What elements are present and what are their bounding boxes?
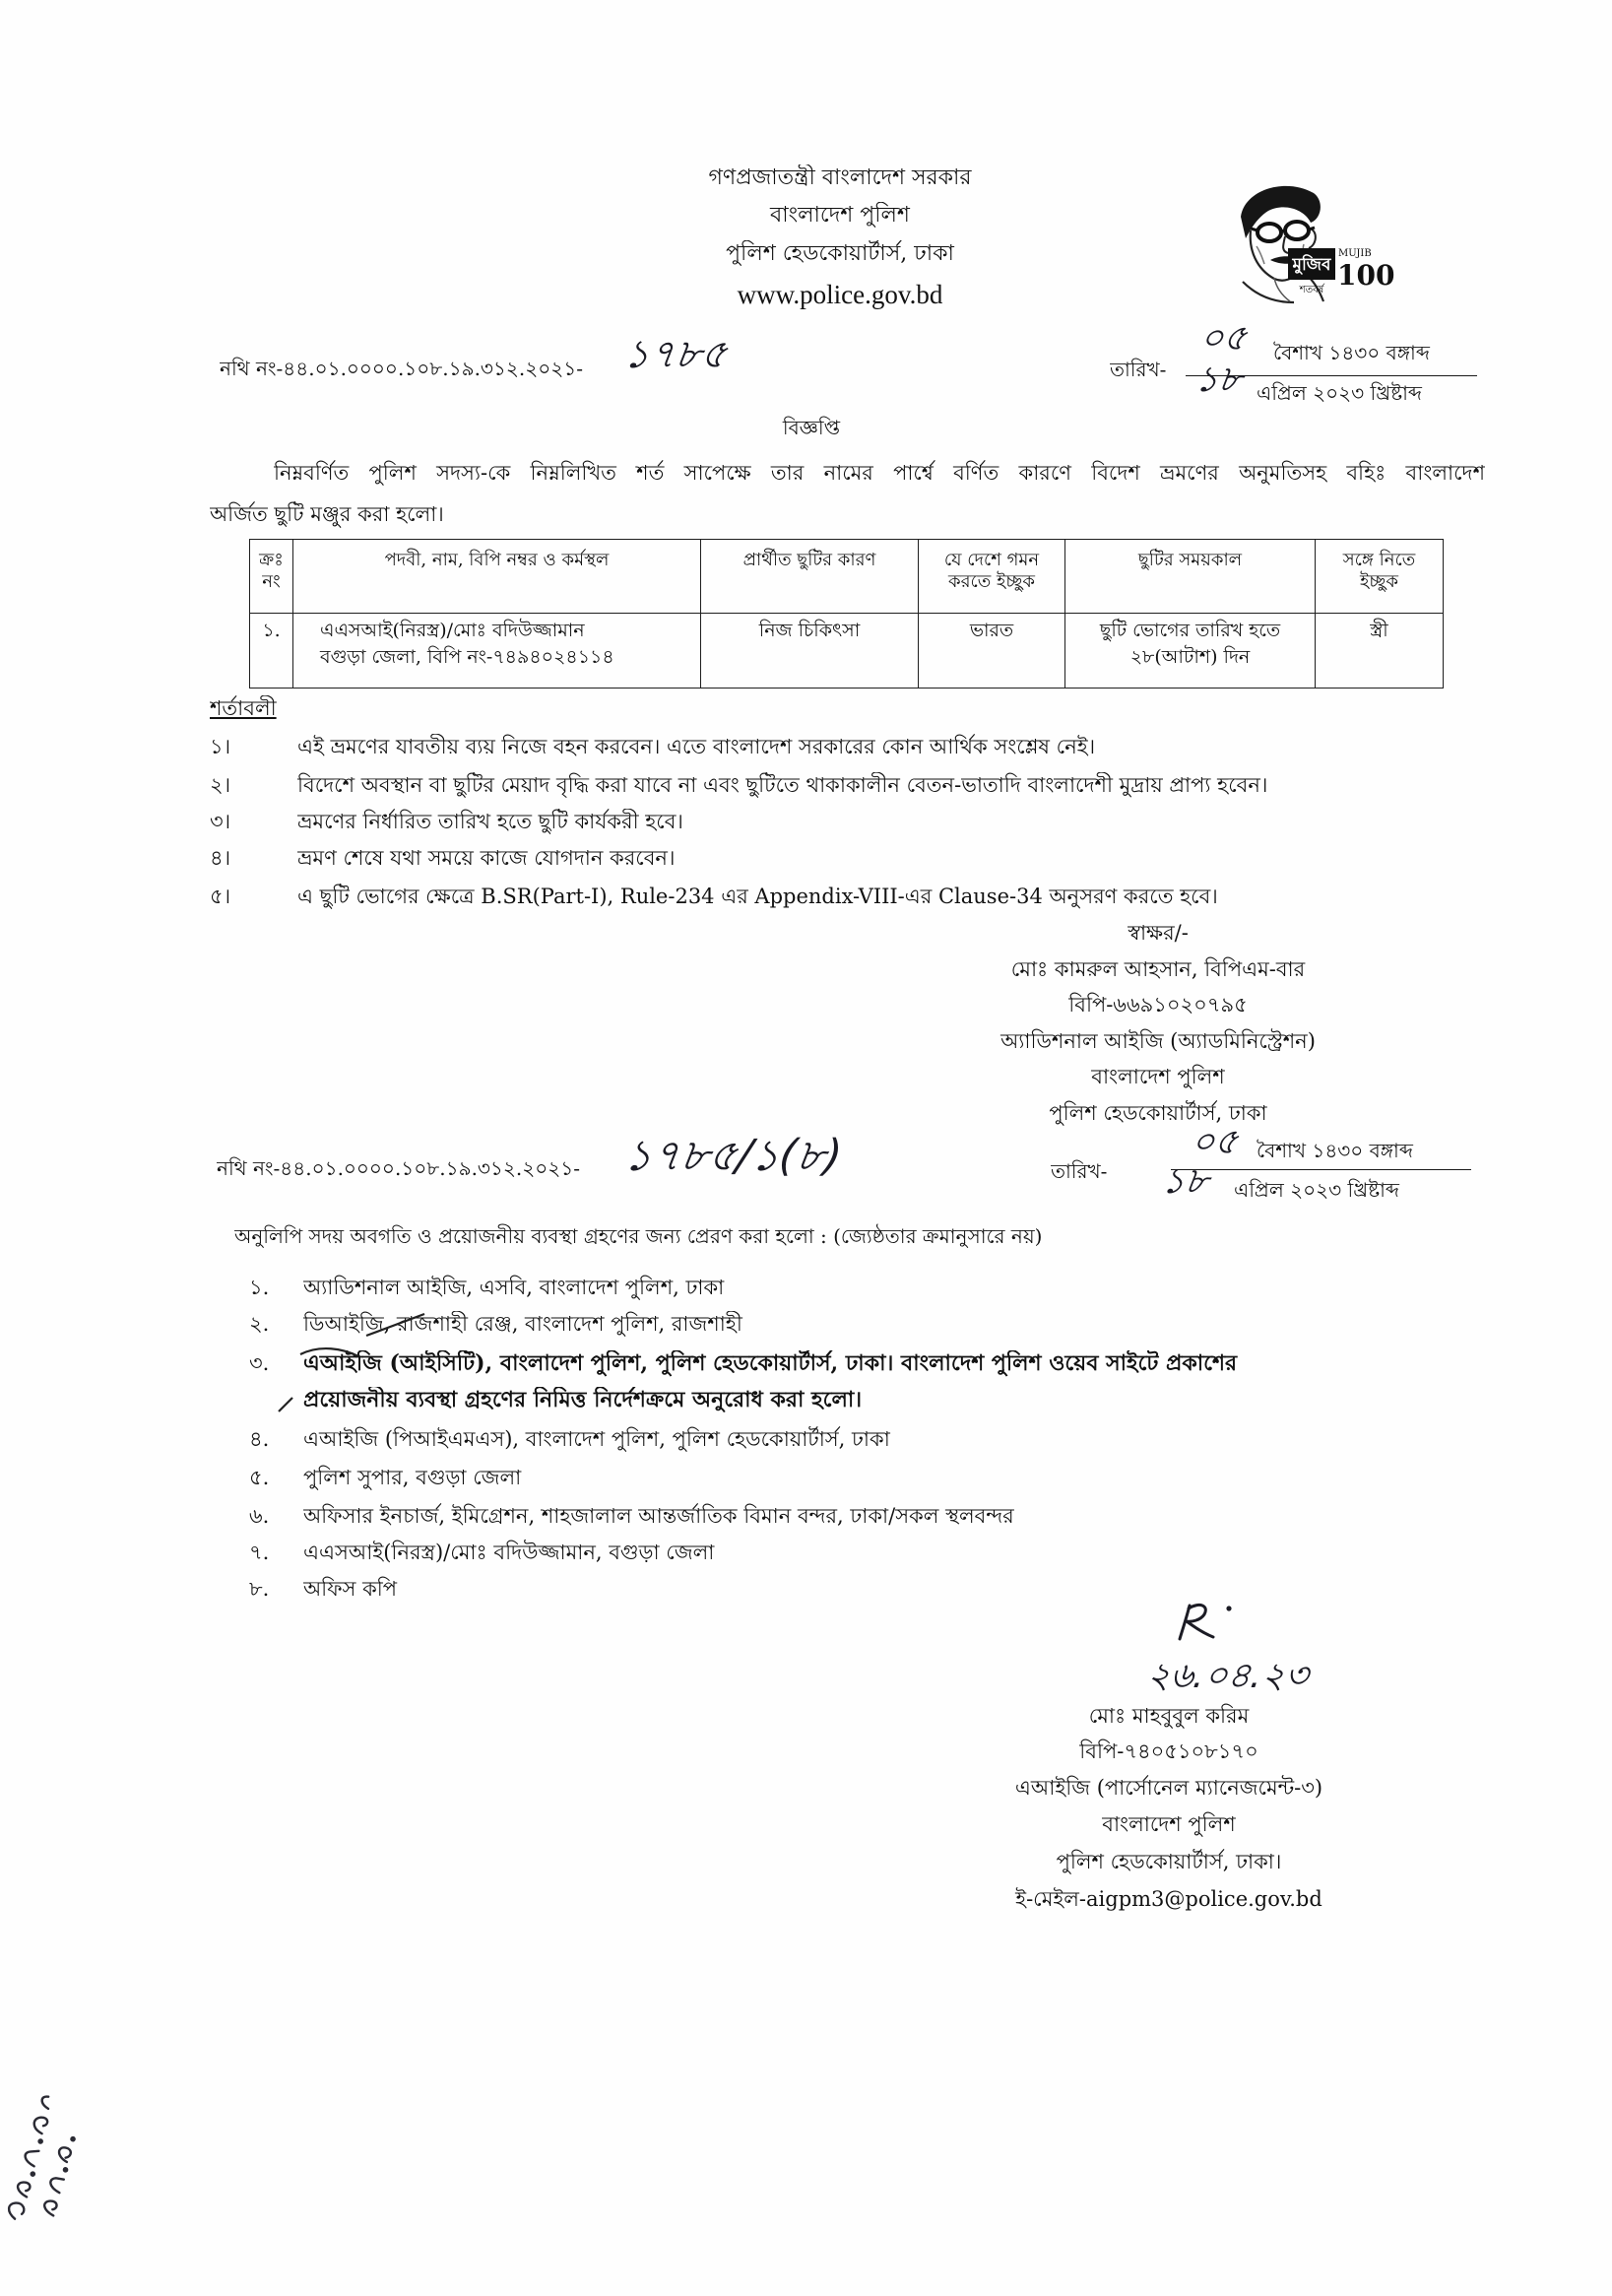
pen-marks <box>266 1305 443 1423</box>
header-serial: ক্রঃ নং <box>250 540 293 614</box>
list-item: এআইজি (পিআইএমএস), বাংলাদেশ পুলিশ, পুলিশ হেডকোয়ার্টার্স, ঢাকা <box>303 1427 890 1451</box>
condition-number: ১। <box>210 735 231 758</box>
cell-destination: ভারত <box>919 614 1065 689</box>
list-item-continuation: প্রয়োজনীয় ব্যবস্থা গ্রহণের নিমিত্ত নির্দেশক্রমে অনুরোধ করা হলো। <box>303 1387 863 1412</box>
list-item: অফিসার ইনচার্জ, ইমিগ্রেশন, শাহজালাল আন্তর্জাতিক বিমান বন্দর, ঢাকা/সকল স্থলবন্দর <box>303 1504 1014 1528</box>
list-item-number: ৬. <box>249 1504 270 1528</box>
signatory-office: পুলিশ হেডকোয়ার্টার্স, ঢাকা <box>1049 1101 1267 1125</box>
signatory-bp-number: বিপি-৬৬৯১০২০৭৯৫ <box>1068 993 1248 1017</box>
leave-details-table <box>249 539 1444 689</box>
notice-paragraph-line-1: নিম্নবর্ণিত পুলিশ সদস্য-কে নিম্নলিখিত শর্ত সাপেক্ষে তার নামের পার্শ্বে বর্ণিত কারণে বিদেশ ভ্রমণের অনুমতিসহ বহিঃ বাংলাদেশ <box>274 461 1485 485</box>
cell-companion: স্ত্রী <box>1316 614 1444 689</box>
list-item-number: ২. <box>249 1312 270 1336</box>
signed-marker: স্বাক্ষর/- <box>1128 921 1189 945</box>
signatory-designation: এআইজি (পার্সোনেল ম্যানেজমেন্ট-৩) <box>1014 1776 1323 1800</box>
logo-number: 100 <box>1337 259 1395 292</box>
website-url: www.police.gov.bd <box>737 280 943 309</box>
notice-title: বিজ্ঞপ্তি <box>782 416 841 439</box>
list-item-number: ৩. <box>249 1351 270 1375</box>
list-item-number: ৪. <box>249 1427 270 1451</box>
copy-date-label: তারিখ- <box>1051 1159 1108 1183</box>
memo-day-english-handwritten: ১৮ <box>1193 360 1245 400</box>
copy-reference-handwritten: ১৭৮৫/১(৮) <box>620 1131 846 1181</box>
government-name: গণপ্রজাতন্ত্রী বাংলাদেশ সরকার <box>708 165 972 190</box>
condition-text: এ ছুটি ভোগের ক্ষেত্রে B.SR(Part-I), Rule-234 এর Appendix-VIII-এর Clause-34 অনুসরণ করতে হবে। <box>297 885 1218 908</box>
list-item: অ্যাডিশনাল আইজি, এসবি, বাংলাদেশ পুলিশ, ঢাকা <box>303 1276 725 1299</box>
cell-duration: ছুটি ভোগের তারিখ হতে ২৮(আটাশ) দিন <box>1065 614 1316 689</box>
condition-number: ৫। <box>210 885 231 908</box>
cell-designation: এএসআই(নিরস্ত্র)/মোঃ বদিউজ্জামান বগুড়া জেলা, বিপি নং-৭৪৯৪০২৪১১৪ <box>293 614 701 689</box>
header-duration: ছুটির সময়কাল <box>1065 540 1316 614</box>
header-companion: সঙ্গে নিতে ইচ্ছুক <box>1316 540 1444 614</box>
signatory-department: বাংলাদেশ পুলিশ <box>1102 1812 1236 1836</box>
logo-english-text: MUJIB <box>1338 248 1372 259</box>
memo-date-label: তারিখ- <box>1110 358 1167 381</box>
copy-reference-label: নথি নং-৪৪.০১.০০০০.১০৮.১৯.৩১২.২০২১- <box>217 1156 581 1180</box>
conditions-title: শর্তাবলী <box>210 696 277 720</box>
cell-serial: ১. <box>250 614 293 689</box>
table-header-row <box>250 540 1444 614</box>
list-item: ডিআইজি, রাজশাহী রেঞ্জ, বাংলাদেশ পুলিশ, রাজশাহী <box>303 1312 742 1336</box>
memo-day-bangla-handwritten: ০৫ <box>1197 318 1250 359</box>
memo-month-english: এপ্রিল ২০২৩ খ্রিষ্টাব্দ <box>1257 381 1422 405</box>
signatory-email: ই-মেইল-aigpm3@police.gov.bd <box>1015 1887 1322 1911</box>
signature-initial <box>1168 1600 1249 1645</box>
list-item-number: ৮. <box>249 1577 270 1601</box>
notice-paragraph-line-2: অর্জিত ছুটি মঞ্জুর করা হলো। <box>210 502 444 526</box>
copy-month-english: এপ্রিল ২০২৩ খ্রিষ্টাব্দ <box>1234 1178 1399 1202</box>
logo-subtitle: শতবর্ষ <box>1299 285 1324 295</box>
list-item: পুলিশ সুপার, বগুড়া জেলা <box>303 1466 522 1489</box>
signatory-name: মোঃ মাহবুবুল করিম <box>1088 1704 1250 1728</box>
condition-text: বিদেশে অবস্থান বা ছুটির মেয়াদ বৃদ্ধি করা যাবে না এবং ছুটিতে থাকাকালীন বেতন-ভাতাদি বাংলাদেশী মুদ্রায় প্রাপ্য হবেন। <box>297 773 1268 797</box>
list-item: অফিস কপি <box>303 1577 398 1601</box>
mujib-100-logo <box>1213 173 1410 306</box>
condition-number: ২। <box>210 773 231 797</box>
signature-handwritten-date: ২৬.০৪.২৩ <box>1144 1656 1312 1696</box>
list-item-number: ১. <box>249 1276 270 1299</box>
condition-text: ভ্রমণ শেষে যথা সময়ে কাজে যোগদান করবেন। <box>297 846 676 870</box>
header-destination: যে দেশে গমন করতে ইচ্ছুক <box>919 540 1065 614</box>
cell-reason: নিজ চিকিৎসা <box>701 614 919 689</box>
header-reason: প্রার্থীত ছুটির কারণ <box>701 540 919 614</box>
header-designation: পদবী, নাম, বিপি নম্বর ও কর্মস্থল <box>293 540 701 614</box>
department-name: বাংলাদেশ পুলিশ <box>770 203 910 228</box>
copy-intro: অনুলিপি সদয় অবগতি ও প্রয়োজনীয় ব্যবস্থা গ্রহণের জন্য প্রেরণ করা হলো : (জ্যেষ্ঠতার ক্রমানুসারে নয়) <box>234 1224 1043 1248</box>
list-item: এএসআই(নিরস্ত্র)/মোঃ বদিউজ্জামান, বগুড়া জেলা <box>303 1541 715 1564</box>
list-item-number: ৫. <box>249 1466 270 1489</box>
copy-day-bangla-handwritten: ০৫ <box>1189 1122 1241 1162</box>
copy-month-bangla: বৈশাখ ১৪৩০ বঙ্গাব্দ <box>1257 1139 1413 1162</box>
signatory-designation: অ্যাডিশনাল আইজি (অ্যাডমিনিস্ট্রেশন) <box>1000 1029 1316 1053</box>
condition-text: এই ভ্রমণের যাবতীয় ব্যয় নিজে বহন করবেন। এতে বাংলাদেশ সরকারের কোন আর্থিক সংশ্লেষ নেই। <box>297 735 1096 758</box>
handwritten-margin-note <box>6 2076 95 2244</box>
copy-day-english-handwritten: ১৮ <box>1159 1161 1211 1202</box>
list-item: এআইজি (আইসিটি), বাংলাদেশ পুলিশ, পুলিশ হেডকোয়ার্টার্স, ঢাকা। বাংলাদেশ পুলিশ ওয়েব সাইটে প্রকাশের <box>303 1350 1238 1376</box>
office-name: পুলিশ হেডকোয়ার্টার্স, ঢাকা <box>726 241 954 266</box>
condition-number: ৪। <box>210 846 231 870</box>
memo-reference-handwritten: ১৭৮৫ <box>620 332 731 377</box>
list-item-number: ৭. <box>249 1541 270 1564</box>
signatory-office: পুলিশ হেডকোয়ার্টার্স, ঢাকা। <box>1056 1850 1282 1873</box>
signatory-name: মোঃ কামরুল আহসান, বিপিএম-বার <box>1010 957 1306 981</box>
memo-month-bangla: বৈশাখ ১৪৩০ বঙ্গাব্দ <box>1273 341 1430 364</box>
signatory-bp-number: বিপি-৭৪০৫১০৮১৭০ <box>1079 1739 1258 1763</box>
signatory-department: বাংলাদেশ পুলিশ <box>1091 1065 1225 1088</box>
table-row <box>250 614 1444 689</box>
condition-text: ভ্রমণের নির্ধারিত তারিখ হতে ছুটি কার্যকরী হবে। <box>297 810 683 833</box>
condition-number: ৩। <box>210 810 231 833</box>
logo-bengali-text: মুজিব <box>1292 255 1331 275</box>
memo-reference-label: নথি নং-৪৪.০১.০০০০.১০৮.১৯.৩১২.২০২১- <box>220 357 584 380</box>
